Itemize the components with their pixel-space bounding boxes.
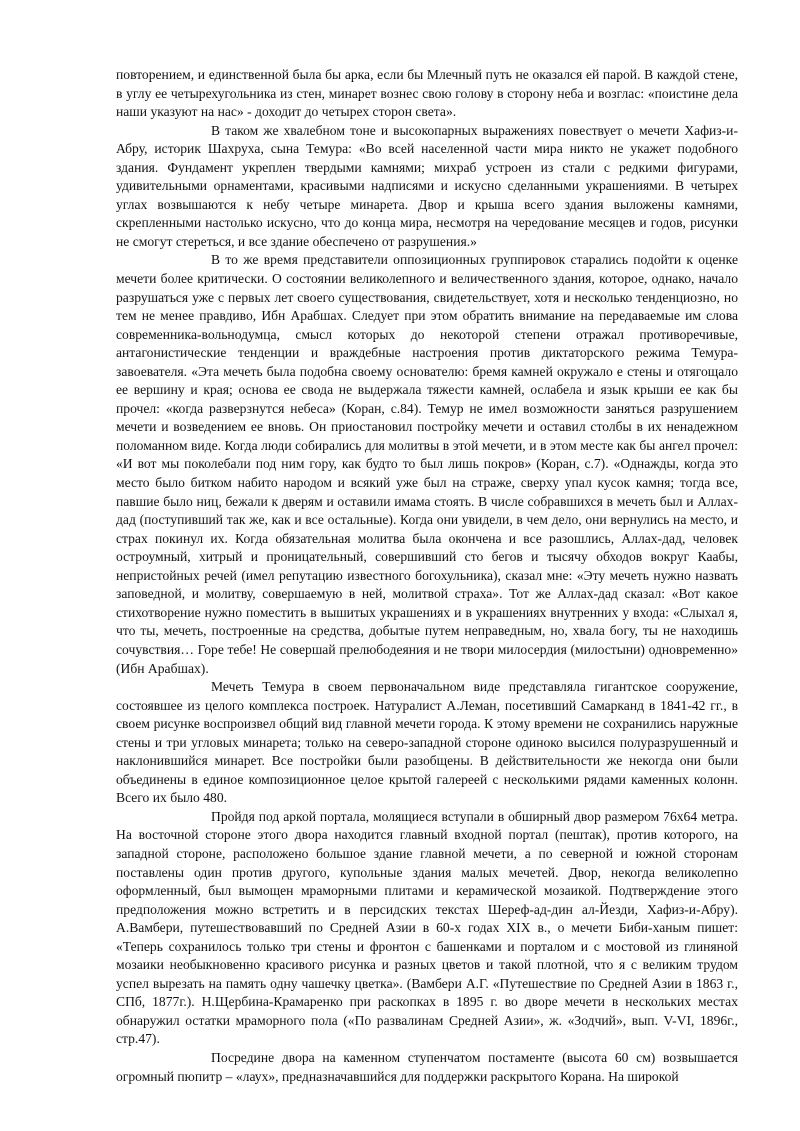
paragraph-6: Посредине двора на каменном ступенчатом постаменте (высота 60 см) возвышается огромный пюпитр – «лаух», предназначавшийся для поддержки раскрытого Корана. На широкой [116,1049,738,1084]
document-page [116,66,738,1086]
paragraph-1: повторением, и единственной была бы арка, если бы Млечный путь не оказался ей парой. В каждой стене, в углу ее четырехугольника из стен, минарет вознес свою голову в сторону неба и возглас: «поистине дела наши указуют на нас» - доходит до четырех сторон света». [116,67,738,120]
paragraph-3: В то же время представители оппозиционных группировок старались подойти к оценке мечети более критически. О состоянии великолепного и величественного здания, которое, однако, начало разрушаться уже с первых лет своего существования, свидетельствует, хотя и несколько тенденциозно, но тем не менее правдиво, Ибн Арабшах. Следует при этом обратить внимание на передаваемые им слова современника-вольнодумца, смысл которых до некоторой степени отражал противоречивые, антагонистические тенденции и враждебные настроения против диктаторского режима Темура-завоевателя. «Эта мечеть была подобна своему основателю: бремя камней окружало е стены и отягощало ее вершину и края; основа ее свода не выдержала тяжести камней, ослабела и язык крыши ее как бы прочел: «когда разверзнутся небеса» (Коран, с.84). Темур не имел возможности заняться разрушением мечети и возведением ее вновь. Он приостановил постройку мечети и оставил столбы в их ненадежном поломанном виде. Когда люди собирались для молитвы в этой мечети, и в этом месте как бы ангел прочел: «И вот мы поколебали под ним гору, как будто то был лишь покров» (Коран, с.7). «Однажды, когда это место было битком набито народом и всякий уже был на страже, сверху упал кусок камня; тогда все, павшие было ниц, бежали к дверям и оставили имама стоять. В числе собравшихся в мечеть был и Аллах-дад (поступивший так же, как и все остальные). Когда они увидели, в чем дело, они вернулись на место, и страх покинул их. Когда обязательная молитва была окончена и все разошлись, Аллах-дад, человек остроумный, хитрый и проницательный, совершивший сто бегов и тысячу обходов вокруг Каабы, непристойных речей (имел репутацию известного богохульника), сказал мне: «Эту мечеть нужно назвать заповедной, и молитву, совершаемую в ней, молитвой страха». Тот же Аллах-дад сказал: «Вот какое стихотворение нужно поместить в вышитых украшениях и в украшениях внутренних у входа: «Слыхал я, что ты, мечеть, построенные на средства, добытые путем неправедным, но, хвала богу, ты не находишь сочувствия… Горе тебе! Не совершай прелюбодеяния и не твори милосердия (милостыни) одновременно» (Ибн Арабшах). [116,252,738,676]
paragraph-2: В таком же хвалебном тоне и высокопарных выражениях повествует о мечети Хафиз-и-Абру, историк Шахруха, сына Темура: «Во всей населенной части мира никто не укажет подобного здания. Фундамент укреплен твердыми камнями; михраб устроен из стали с редкими фигурами, удивительными орнаментами, красивыми надписями и искусно сделанными украшениями. В четырех углах возвышаются к небу четыре минарета. Двор и крыша всего здания выложены камнями, скрепленными настолько искусно, что до конца мира, несмотря на чередование месяцев и годов, рисунки не смогут стереться, и все здание обеспечено от разрушения.» [116,122,738,249]
paragraph-5: Пройдя под аркой портала, молящиеся вступали в обширный двор размером 76х64 метра. На восточной стороне этого двора находится главный входной портал (пештак), против которого, на западной стороне, расположено большое здание главной мечети, а по северной и южной сторонам поставлены один против другого, купольные здания малых мечетей. Двор, некогда великолепно оформленный, был вымощен мраморными плитами и керамической мозаикой. Подтверждение этого предположения можно встретить и в персидских текстах Шереф-ад-дин ал-Йезди, Хафиз-и-Абру). А.Вамбери, путешествовавший по Средней Азии в 60-х годах XIX в., о мечети Биби-ханым пишет: «Теперь сохранилось только три стены и фронтон с башенками и порталом и с мостовой из глиняной мозаики необыкновенно красивого рисунка и разных цветов и такой плотной, что я с великим трудом успел вырезать на память одну чашечку цветка». (Вамбери А.Г. «Путешествие по Средней Азии в 1863 г., СПб, 1877г.). Н.Щербина-Крамаренко при раскопках в 1895 г. во дворе мечети в нескольких местах обнаружил остатки мраморного пола («По развалинам Средней Азии», ж. «Зодчий», вып. V-VI, 1896г., стр.47). [116,808,738,1047]
paragraph-4: Мечеть Темура в своем первоначальном виде представляла гигантское сооружение, состоявшее из целого комплекса построек. Натуралист А.Леман, посетивший Самарканд в 1841-42 гг., в своем рисунке воспроизвел общий вид главной мечети города. К этому времени не сохранились наружные стены и три угловых минарета; только на северо-западной стороне одиноко высился полуразрушенный и наклонившийся минарет. Все постройки были разобщены. В действительности же некогда они были объединены в единое композиционное целое крытой галереей с несколькими рядами каменных колонн. Всего их было 480. [116,679,738,806]
